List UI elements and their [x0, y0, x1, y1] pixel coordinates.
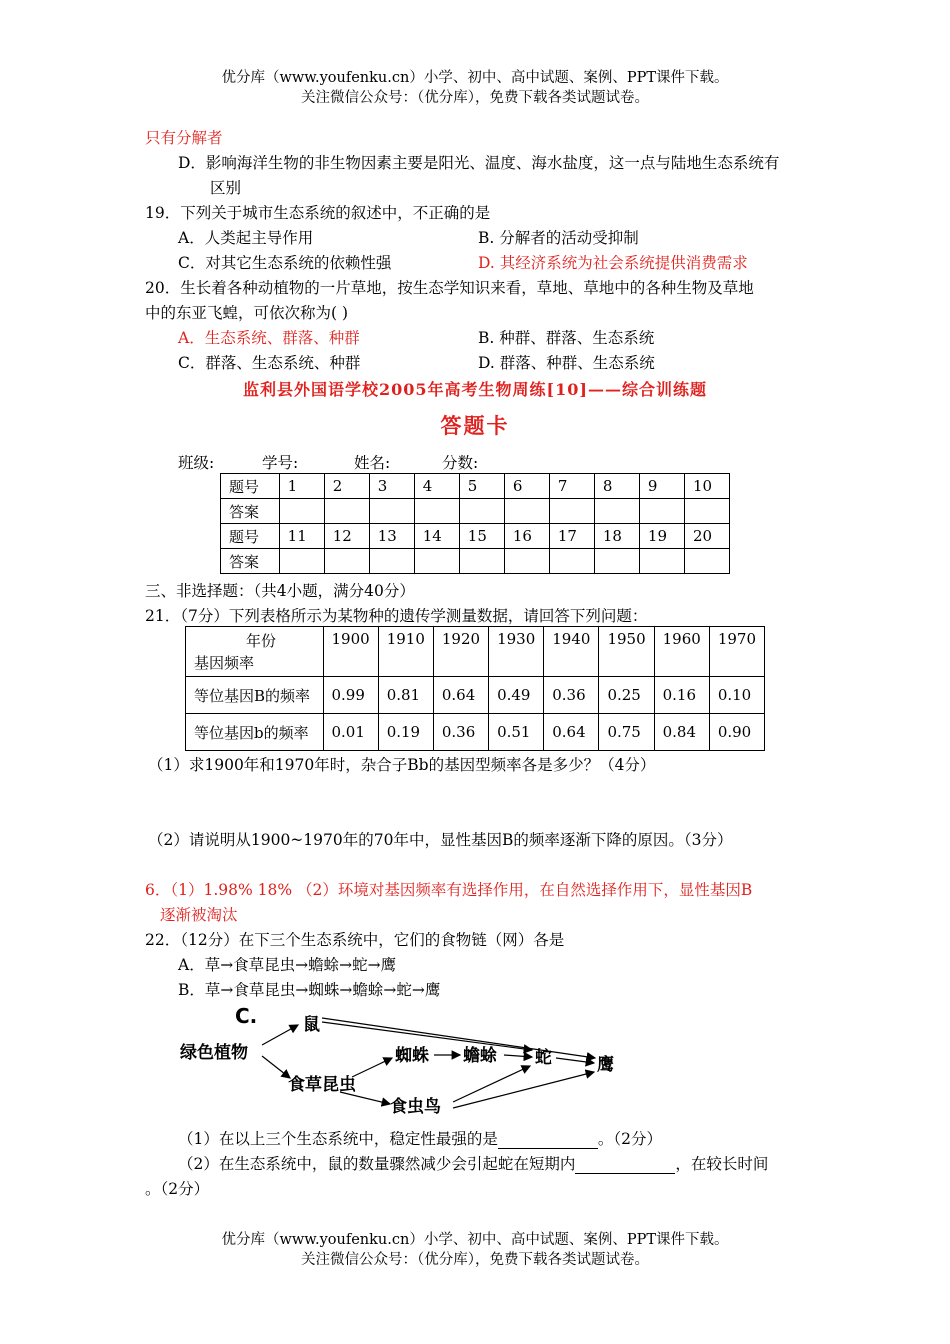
- answer-cell[interactable]: [459, 499, 504, 524]
- answer-cell[interactable]: [504, 549, 549, 574]
- q22-chain-b: B．草→食草昆虫→蜘蛛→蟾蜍→蛇→鹰: [178, 981, 441, 999]
- q22-sub1-points: 。（2分）: [597, 1130, 662, 1148]
- food-web-diagram: [170, 1000, 640, 1125]
- answer-cell[interactable]: [414, 499, 459, 524]
- value-cell: 0.10: [709, 677, 764, 714]
- answer-cell[interactable]: [684, 549, 729, 574]
- arrow-mouse-hawk: [322, 1018, 595, 1058]
- field-class: 班级:: [178, 454, 215, 472]
- answer-cell[interactable]: [639, 499, 684, 524]
- q21-sub-question-1: （1）求1900年和1970年时，杂合子Bb的基因型频率各是多少？（4分）: [148, 756, 656, 774]
- question-number: 1: [279, 474, 324, 499]
- answer-grid-row-answers-2: [221, 549, 730, 574]
- q20-stem: 20．生长着各种动植物的一片草地，按生态学知识来看，草地、草地中的各种生物及草地: [145, 279, 754, 297]
- answer-cell[interactable]: [324, 549, 369, 574]
- question-number: 7: [549, 474, 594, 499]
- question-number: 13: [369, 524, 414, 549]
- answer-cell[interactable]: [459, 549, 504, 574]
- q21-stem: 21．（7分）下列表格所示为某物种的遗传学测量数据，请回答下列问题：: [145, 607, 648, 625]
- q20-option-d: D. 群落、种群、生态系统: [478, 354, 655, 372]
- question-number: 2: [324, 474, 369, 499]
- node-green-plants: 绿色植物: [180, 1043, 248, 1063]
- header-frequency: 基因频率: [194, 654, 255, 672]
- answer-cell[interactable]: [639, 549, 684, 574]
- year-cell: 1950: [599, 627, 654, 677]
- answer-cell[interactable]: [369, 499, 414, 524]
- q18-option-d-cont: 区别: [210, 179, 242, 197]
- arrow-insect-spider: [352, 1058, 392, 1077]
- question-number: 4: [414, 474, 459, 499]
- arrow-insect-bird: [340, 1092, 390, 1104]
- value-cell: 0.84: [654, 714, 709, 751]
- value-cell: 0.01: [323, 714, 378, 751]
- q22-sub-question-2: [178, 1152, 768, 1174]
- year-cell: 1970: [709, 627, 764, 677]
- answer-grid-row-answers-1: [221, 499, 730, 524]
- row-label: 答案: [221, 549, 280, 574]
- node-mouse: 鼠: [303, 1015, 320, 1035]
- q20-stem-cont: 中的东亚飞蝗，可依次称为( ): [145, 304, 349, 322]
- question-number: 18: [594, 524, 639, 549]
- field-score: 分数:: [442, 454, 479, 472]
- q19-option-c: C．对其它生态系统的依赖性强: [178, 254, 392, 272]
- diagram-label-c: C.: [235, 1004, 258, 1028]
- answer-grid-row-numbers-1: [221, 474, 730, 499]
- question-number: 16: [504, 524, 549, 549]
- arrow-bird-snake: [453, 1066, 530, 1102]
- value-cell: 0.51: [489, 714, 544, 751]
- answer-cell[interactable]: [549, 499, 594, 524]
- node-insectivorous-bird: 食虫鸟: [390, 1097, 441, 1117]
- q20-option-c: C．群落、生态系统、种群: [178, 354, 361, 372]
- footer-line-1: 优分库（www.youfenku.cn）小学、初中、高中试题、案例、PPT课件下载。: [221, 1232, 729, 1248]
- question-number: 9: [639, 474, 684, 499]
- value-cell: 0.36: [433, 714, 488, 751]
- table-row: [186, 714, 765, 751]
- field-name: 姓名:: [354, 454, 391, 472]
- question-number: 5: [459, 474, 504, 499]
- answer-card-title: 监利县外国语学校2005年高考生物周练[10]——综合训练题: [243, 380, 707, 399]
- row-label: 答案: [221, 499, 280, 524]
- answer-grid: [220, 473, 730, 574]
- value-cell: 0.16: [654, 677, 709, 714]
- row-label: 题号: [221, 524, 280, 549]
- year-cell: 1900: [323, 627, 378, 677]
- year-cell: 1930: [489, 627, 544, 677]
- node-hawk: 鹰: [597, 1055, 614, 1075]
- answer-grid-row-numbers-2: [221, 524, 730, 549]
- answer-cell[interactable]: [279, 499, 324, 524]
- question-number: 10: [684, 474, 729, 499]
- arrow-snake-hawk: [556, 1058, 594, 1063]
- question-number: 8: [594, 474, 639, 499]
- q21-answer: 6．（1）1.98% 18% （2）环境对基因频率有选择作用，在自然选择作用下，显性基因B: [145, 881, 753, 899]
- question-number: 17: [549, 524, 594, 549]
- answer-cell[interactable]: [324, 499, 369, 524]
- q20-option-b: B. 种群、群落、生态系统: [478, 329, 655, 347]
- gene-frequency-table: [185, 626, 765, 751]
- answer-cell[interactable]: [369, 549, 414, 574]
- question-number: 12: [324, 524, 369, 549]
- q22-sub2-points: 。（2分）: [145, 1180, 210, 1198]
- node-snake: 蛇: [535, 1048, 552, 1068]
- year-cell: 1960: [654, 627, 709, 677]
- q22-sub2-blank[interactable]: [575, 1155, 675, 1174]
- node-toad: 蟾蜍: [463, 1046, 497, 1066]
- q21-answer-cont: 逐渐被淘汰: [160, 906, 238, 924]
- node-herbivorous-insect: 食草昆虫: [288, 1075, 356, 1095]
- answer-card-subtitle: 答题卡: [440, 413, 510, 438]
- q21-sub-question-2: （2）请说明从1900~1970年的70年中，显性基因B的频率逐渐下降的原因。（3分）: [148, 831, 733, 849]
- value-cell: 0.25: [599, 677, 654, 714]
- year-cell: 1920: [433, 627, 488, 677]
- question-number: 6: [504, 474, 549, 499]
- node-spider: 蜘蛛: [395, 1046, 429, 1066]
- value-cell: 0.49: [489, 677, 544, 714]
- row-label: 等位基因b的频率: [186, 714, 324, 751]
- answer-cell[interactable]: [279, 549, 324, 574]
- q18-answer: 只有分解者: [145, 129, 223, 147]
- q18-option-d: D．影响海洋生物的非生物因素主要是阳光、温度、海水盐度，这一点与陆地生态系统有: [178, 154, 780, 172]
- arrow-plants-mouse: [262, 1025, 298, 1045]
- q19-option-d: D. 其经济系统为社会系统提供消费需求: [478, 254, 748, 272]
- q22-sub1-blank[interactable]: [498, 1130, 598, 1149]
- q19-option-a: A．人类起主导作用: [178, 229, 314, 247]
- question-number: 11: [279, 524, 324, 549]
- row-label: 题号: [221, 474, 280, 499]
- answer-cell[interactable]: [684, 499, 729, 524]
- value-cell: 0.64: [433, 677, 488, 714]
- value-cell: 0.90: [709, 714, 764, 751]
- footer-line-2: 关注微信公众号：（优分库），免费下载各类试题试卷。: [301, 1252, 649, 1268]
- q19-stem: 19．下列关于城市生态系统的叙述中，不正确的是: [145, 204, 491, 222]
- arrow-toad-snake: [504, 1055, 532, 1057]
- question-number: 14: [414, 524, 459, 549]
- question-number: 20: [684, 524, 729, 549]
- value-cell: 0.19: [378, 714, 433, 751]
- table-corner-header: [186, 627, 324, 677]
- answer-cell[interactable]: [549, 549, 594, 574]
- table-row: [186, 677, 765, 714]
- q22-sub2-text: （2）在生态系统中，鼠的数量骤然减少会引起蛇在短期内: [178, 1155, 576, 1173]
- q22-chain-a: A．草→食草昆虫→蟾蜍→蛇→鹰: [178, 956, 397, 974]
- value-cell: 0.75: [599, 714, 654, 751]
- q20-option-a: A．生态系统、群落、种群: [178, 329, 360, 347]
- section-3-heading: 三、非选择题：（共4小题，满分40分）: [145, 582, 415, 600]
- value-cell: 0.36: [544, 677, 599, 714]
- q22-stem: 22．（12分）在下三个生态系统中，它们的食物链（网）各是: [145, 931, 565, 949]
- q22-sub-question-1: [178, 1127, 662, 1149]
- header-line-1: 优分库（www.youfenku.cn）小学、初中、高中试题、案例、PPT课件下载。: [221, 70, 729, 86]
- answer-cell[interactable]: [594, 549, 639, 574]
- question-number: 15: [459, 524, 504, 549]
- year-cell: 1910: [378, 627, 433, 677]
- answer-cell[interactable]: [504, 499, 549, 524]
- q19-option-b: B. 分解者的活动受抑制: [478, 229, 639, 247]
- answer-cell[interactable]: [594, 499, 639, 524]
- value-cell: 0.81: [378, 677, 433, 714]
- question-number: 19: [639, 524, 684, 549]
- arrow-plants-insect: [262, 1056, 290, 1078]
- year-cell: 1940: [544, 627, 599, 677]
- answer-cell[interactable]: [414, 549, 459, 574]
- header-line-2: 关注微信公众号：（优分库），免费下载各类试题试卷。: [301, 90, 649, 106]
- q22-sub1-text: （1）在以上三个生态系统中，稳定性最强的是: [178, 1130, 498, 1148]
- value-cell: 0.99: [323, 677, 378, 714]
- question-number: 3: [369, 474, 414, 499]
- value-cell: 0.64: [544, 714, 599, 751]
- row-label: 等位基因B的频率: [186, 677, 324, 714]
- header-year: 年份: [246, 632, 277, 650]
- arrow-bird-hawk: [453, 1072, 594, 1108]
- field-student-number: 学号:: [262, 454, 299, 472]
- q22-sub2-text-cont: ，在较长时间: [675, 1155, 769, 1173]
